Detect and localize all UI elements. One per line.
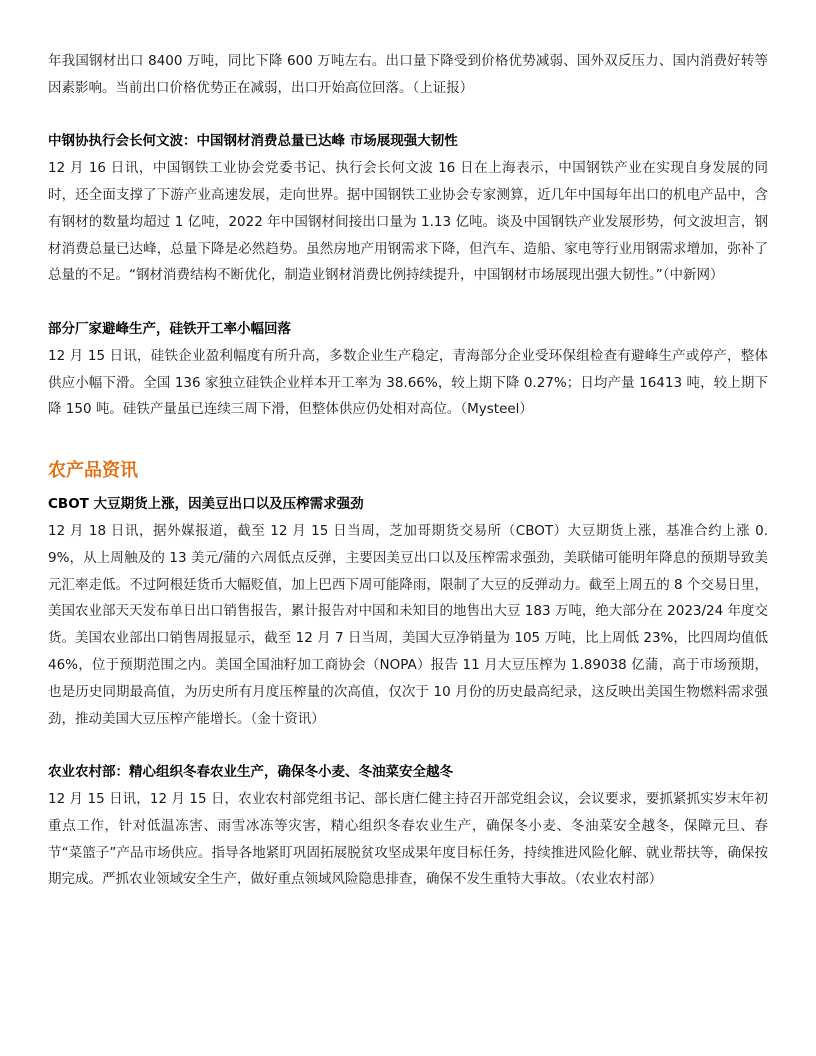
article-body: 12 月 18 日讯，据外媒报道，截至 12 月 15 日当周，芝加哥期货交易所（CBOT）大豆期货上涨，基准合约上涨 0.9%，从上周触及的 13 美元/蒲的六周低点反弹，主要因美豆出口以及压榨需求强劲，美联储可能明年降息的预期导致美元汇率走低。不过阿根廷货币大幅贬值，加上巴西下周可能降雨，限制了大豆的反弹动力。截至上周五的 8 个交易日里，美国农业部天天发布单日出口销售报告，累计报告对中国和未知目的地售出大豆 183 万吨，绝大部分在 2023/24 年度交货。美国农业部出口销售周报显示，截至 12 月 7 日当周，美国大豆净销量为 105 万吨，比上周低 23%，比四周均值低 46%，位于预期范围之内。美国全国油籽加工商协会（NOPA）报告 11 月大豆压榨为 1.89038 亿蒲，高于市场预期，也是历史同期最高值，为历史所有月度压榨量的次高值，仅次于 10 月份的历史最高纪录，这反映出美国生物燃料需求强劲，推动美国大豆压榨产能增长。（金十资讯） <box>48 522 769 727</box>
article-ferrosilicon <box>48 316 768 423</box>
section-title: 农产品资讯 <box>48 460 138 482</box>
article-body: 12 月 15 日讯，硅铁企业盈利幅度有所升高，多数企业生产稳定，青海部分企业受环保组检查有避峰生产或停产，整体供应小幅下滑。全国 136 家独立硅铁企业样本开工率为 38.66%，较上期下降 0.27%；日均产量 16413 吨，较上期下降 150 吨。硅铁产量虽已连续三周下滑，但整体供应仍处相对高位。（Mysteel） <box>48 347 768 418</box>
article-title: 农业农村部：精心组织冬春农业生产，确保冬小麦、冬油菜安全越冬 <box>48 764 453 781</box>
article-cbot-soybean <box>48 491 768 732</box>
article-body: 12 月 15 日讯，12 月 15 日，农业农村部党组书记、部长唐仁健主持召开部党组会议，会议要求，要抓紧抓实岁末年初重点工作，针对低温冻害、雨雪冰冻等灾害，精心组织冬春农业生产，确保冬小麦、冬油菜安全越冬，保障元旦、春节“菜篮子”产品市场供应。指导各地紧盯巩固拓展脱贫攻坚成果年度目标任务，持续推进风险化解、就业帮扶等，确保按期完成。严抓农业领域安全生产，做好重点领域风险隐患排查，确保不发生重特大事故。（农业农村部） <box>48 790 768 888</box>
article-ministry-agriculture <box>48 759 768 893</box>
article-steel-consumption <box>48 128 768 289</box>
article-body: 12 月 16 日讯，中国钢铁工业协会党委书记、执行会长何文波 16 日在上海表示，中国钢铁产业在实现自身发展的同时，还全面支撑了下游产业高速发展，走向世界。据中国钢铁工业协会专家测算，近几年中国每年出口的机电产品中，含有钢材的数量均超过 1 亿吨，2022 年中国钢材间接出口量为 1.13 亿吨。谈及中国钢铁产业发展形势，何文波坦言，钢材消费总量已达峰，总量下降是必然趋势。虽然房地产用钢需求下降，但汽车、造船、家电等行业用钢需求增加，弥补了总量的不足。“钢材消费结构不断优化，制造业钢材消费比例持续提升，中国钢材市场展现出强大韧性。”（中新网） <box>48 160 768 284</box>
agri-news-section <box>48 457 768 893</box>
article-title: 部分厂家避峰生产，硅铁开工率小幅回落 <box>48 320 291 337</box>
article-title: 中钢协执行会长何文波：中国钢材消费总量已达峰 市场展现强大韧性 <box>48 133 458 150</box>
article-title: CBOT 大豆期货上涨，因美豆出口以及压榨需求强劲 <box>48 496 364 513</box>
intro-paragraph: 年我国钢材出口 8400 万吨，同比下降 600 万吨左右。出口量下降受到价格优势减弱、国外双反压力、国内消费好转等因素影响。当前出口价格优势正在减弱，出口开始高位回落。（上证报） <box>48 53 768 96</box>
